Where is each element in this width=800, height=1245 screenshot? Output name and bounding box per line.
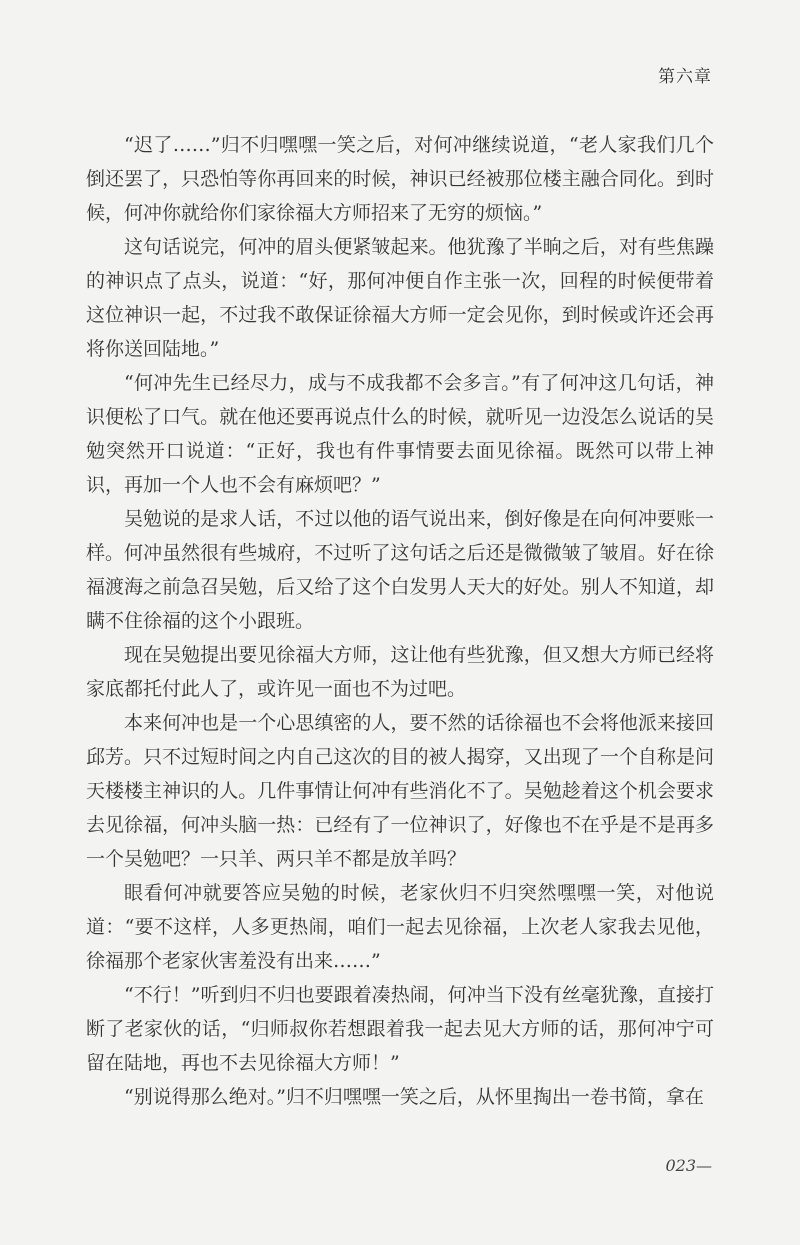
paragraph: 这句话说完，何冲的眉头便紧皱起来。他犹豫了半晌之后，对有些焦躁的神识点了点头，说道：“好，那何冲便自作主张一次，回程的时候便带着这位神识一起，不过我不敢保证徐福大方师一定会见你，到时候或许还会再将你送回陆地。” <box>86 236 714 360</box>
page-number: 023— <box>665 1156 712 1175</box>
paragraph: 吴勉说的是求人话，不过以他的语气说出来，倒好像是在向何冲要账一样。何冲虽然很有些城府，不过听了这句话之后还是微微皱了皱眉。好在徐福渡海之前急召吴勉，后又给了这个白发男人天大的好处。别人不知道，却瞒不住徐福的这个小跟班。 <box>86 508 714 632</box>
paragraph: “不行！”听到归不归也要跟着凑热闹，何冲当下没有丝毫犹豫，直接打断了老家伙的话，“归师叔你若想跟着我一起去见大方师的话，那何冲宁可留在陆地，再也不去见徐福大方师！” <box>86 984 714 1074</box>
paragraph: 眼看何冲就要答应吴勉的时候，老家伙归不归突然嘿嘿一笑，对他说道：“要不这样，人多更热闹，咱们一起去见徐福，上次老人家我去见他，徐福那个老家伙害羞没有出来……” <box>86 882 714 972</box>
paragraph: 现在吴勉提出要见徐福大方师，这让他有些犹豫，但又想大方师已经将家底都托付此人了，或许见一面也不为过吧。 <box>86 644 714 700</box>
paragraph: “别说得那么绝对。”归不归嘿嘿一笑之后，从怀里掏出一卷书简，拿在 <box>124 1086 704 1108</box>
paragraph: “何冲先生已经尽力，成与不成我都不会多言。”有了何冲这几句话，神识便松了口气。就在他还要再说点什么的时候，就听见一边没怎么说话的吴勉突然开口说道：“正好，我也有件事情要去面见徐福。既然可以带上神识，再加一个人也不会有麻烦吧？” <box>86 372 714 496</box>
paragraph: “迟了……”归不归嘿嘿一笑之后，对何冲继续说道，“老人家我们几个倒还罢了，只恐怕等你再回来的时候，神识已经被那位楼主融合同化。到时候，何冲你就给你们家徐福大方师招来了无穷的烦恼。” <box>86 134 714 224</box>
body-text <box>86 128 714 1114</box>
paragraph: 本来何冲也是一个心思缜密的人，要不然的话徐福也不会将他派来接回邱芳。只不过短时间之内自己这次的目的被人揭穿，又出现了一个自称是问天楼楼主神识的人。几件事情让何冲有些消化不了。吴勉趁着这个机会要求去见徐福，何冲头脑一热：已经有了一位神识了，好像也不在乎是不是再多一个吴勉吧？一只羊、两只羊不都是放羊吗？ <box>86 712 714 870</box>
chapter-header: 第六章 <box>658 67 712 87</box>
